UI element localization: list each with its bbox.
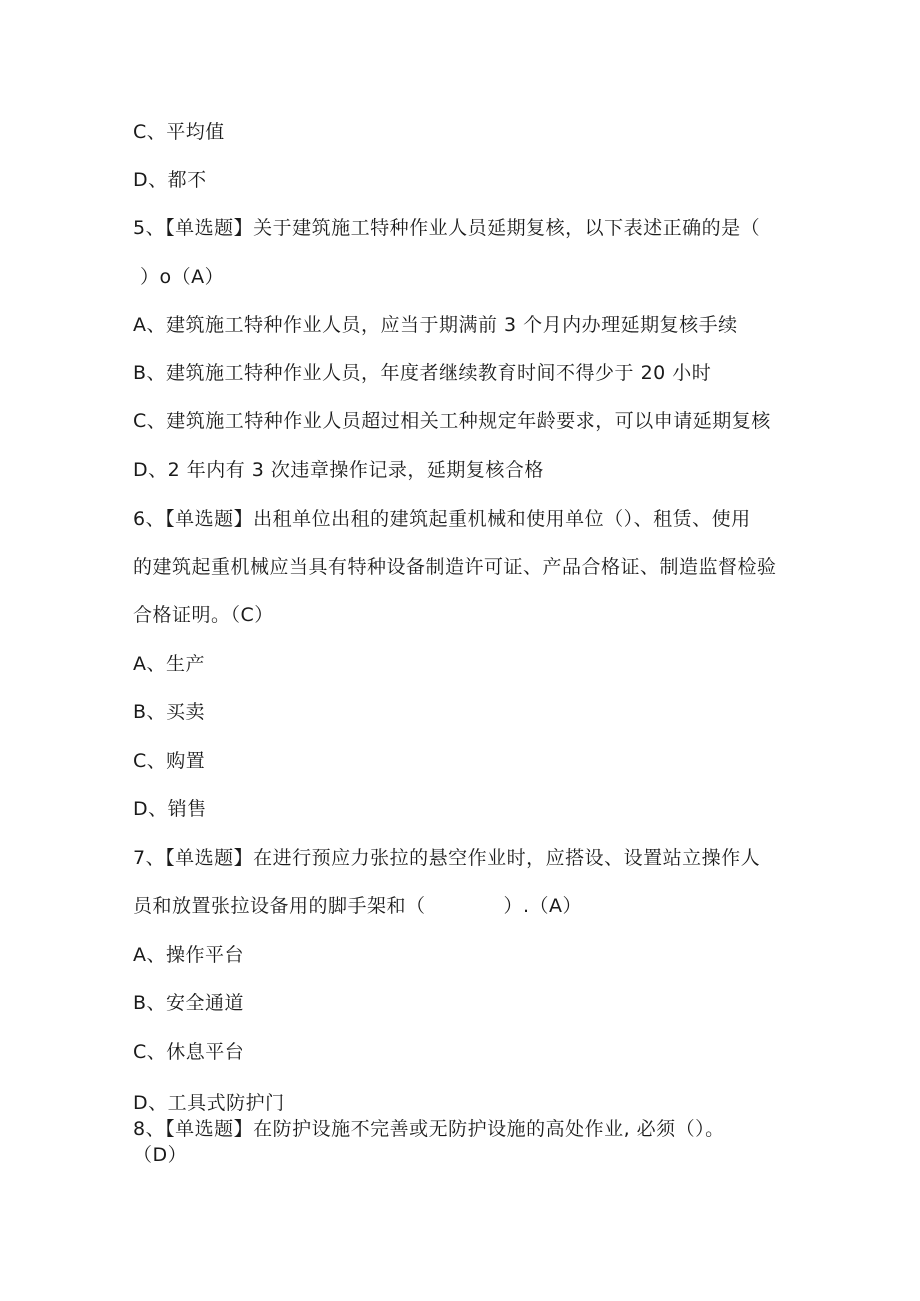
q6-option-b: B、买卖 bbox=[133, 701, 206, 723]
q6-option-a: A、生产 bbox=[133, 653, 205, 675]
q8-stem-line2: （D） bbox=[133, 1144, 188, 1166]
q7-option-a: A、操作平台 bbox=[133, 944, 244, 966]
q7-stem-line1: 7、【单选题】在进行预应力张拉的悬空作业时，应搭设、设置站立操作人 bbox=[133, 847, 761, 869]
q8-stem-line1: 8、【单选题】在防护设施不完善或无防护设施的高处作业, 必须（）。 bbox=[133, 1118, 725, 1140]
q6-stem-line1: 6、【单选题】出租单位出租的建筑起重机械和使用单位（）、租赁、使用 bbox=[133, 508, 751, 530]
q7-stem-line2: 员和放置张拉设备用的脚手架和（ ）.（A） bbox=[133, 895, 583, 917]
q5-option-c: C、建筑施工特种作业人员超过相关工种规定年龄要求，可以申请延期复核 bbox=[133, 410, 771, 432]
q5-option-a: A、建筑施工特种作业人员，应当于期满前 3 个月内办理延期复核手续 bbox=[133, 314, 738, 336]
q6-option-d: D、销售 bbox=[133, 798, 207, 820]
prev-option-d: D、都不 bbox=[133, 169, 207, 191]
q6-stem-line2: 的建筑起重机械应当具有特种设备制造许可证、产品合格证、制造监督检验 bbox=[133, 556, 777, 578]
q5-option-b: B、建筑施工特种作业人员，年度者继续教育时间不得少于 20 小时 bbox=[133, 362, 712, 384]
q7-option-b: B、安全通道 bbox=[133, 992, 245, 1014]
q5-stem-line2: ）o（A） bbox=[140, 266, 225, 288]
q7-option-d: D、工具式防护门 bbox=[133, 1092, 285, 1114]
q6-stem-line3: 合格证明。（C） bbox=[133, 604, 274, 626]
q5-option-d: D、2 年内有 3 次违章操作记录，延期复核合格 bbox=[133, 459, 544, 481]
q5-stem-line1: 5、【单选题】关于建筑施工特种作业人员延期复核，以下表述正确的是（ bbox=[133, 217, 761, 239]
prev-option-c: C、平均值 bbox=[133, 121, 225, 143]
q6-option-c: C、购置 bbox=[133, 750, 206, 772]
q7-option-c: C、休息平台 bbox=[133, 1041, 245, 1063]
